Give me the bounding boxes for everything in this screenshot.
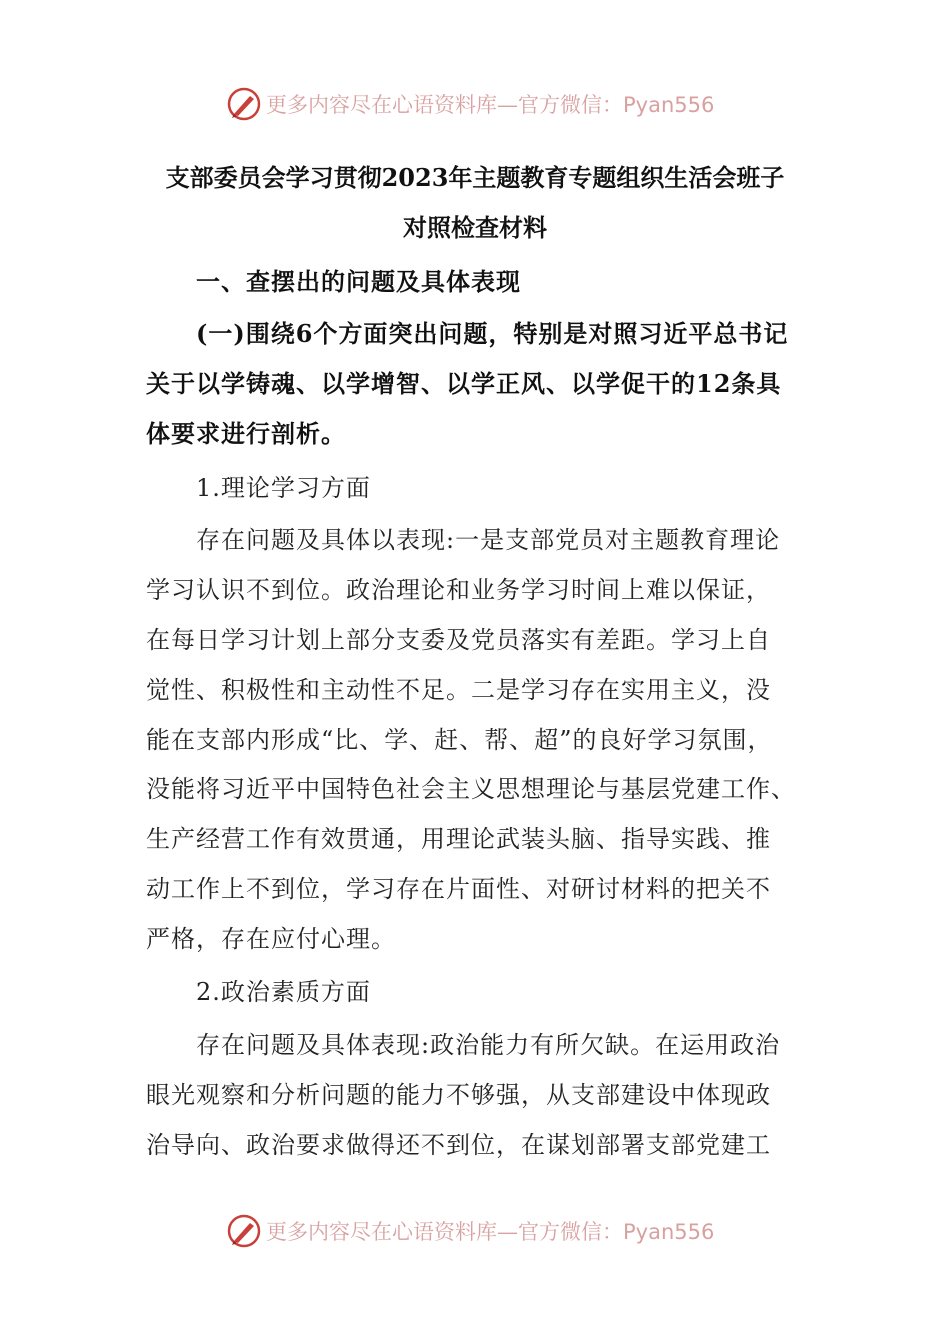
subsection1-line1: (一)围绕6个方面突出问题，特别是对照习近平总书记 bbox=[196, 319, 789, 348]
item2-line2: 眼光观察和分析问题的能力不够强，从支部建设中体现政 bbox=[146, 1081, 771, 1109]
item1-line8: 动工作上不到位，学习存在片面性、对研讨材料的把关不 bbox=[146, 875, 771, 903]
item1-line6: 没能将习近平中国特色社会主义思想理论与基层党建工作、 bbox=[146, 775, 796, 803]
document-title-line2: 对照检查材料 bbox=[403, 213, 547, 242]
item2-line3: 治导向、政治要求做得还不到位，在谋划部署支部党建工 bbox=[146, 1131, 771, 1159]
item1-line1: 存在问题及具体以表现:一是支部党员对主题教育理论 bbox=[196, 526, 781, 554]
watermark-text: 更多内容尽在心语资料库—官方微信：Pyan556 bbox=[266, 93, 715, 117]
subsection1-line2: 关于以学铸魂、以学增智、以学正风、以学促干的12条具 bbox=[146, 369, 782, 398]
item1-line2: 学习认识不到位。政治理论和业务学习时间上难以保证， bbox=[146, 576, 771, 604]
subsection1-line3: 体要求进行剖析。 bbox=[146, 419, 346, 448]
pen-logo-icon bbox=[226, 1213, 262, 1249]
item1-line4: 觉性、积极性和主动性不足。二是学习存在实用主义，没 bbox=[146, 676, 771, 704]
item1-line7: 生产经营工作有效贯通，用理论武装头脑、指导实践、推 bbox=[146, 825, 771, 853]
watermark-banner-top bbox=[226, 84, 766, 124]
item2-line1: 存在问题及具体表现:政治能力有所欠缺。在运用政治 bbox=[196, 1031, 781, 1059]
item1-heading: 1.理论学习方面 bbox=[196, 474, 371, 502]
wechat-id: Pyan556 bbox=[623, 93, 715, 117]
document-title-line1: 支部委员会学习贯彻2023年主题教育专题组织生活会班子 bbox=[165, 163, 785, 192]
item1-line3: 在每日学习计划上部分支委及党员落实有差距。学习上自 bbox=[146, 626, 771, 654]
pen-logo-icon bbox=[226, 86, 262, 122]
item1-line5: 能在支部内形成“比、学、赶、帮、超”的良好学习氛围， bbox=[146, 726, 773, 754]
watermark-text: 更多内容尽在心语资料库—官方微信：Pyan556 bbox=[266, 1220, 715, 1244]
watermark-banner-bottom bbox=[226, 1211, 766, 1251]
section1-heading: 一、查摆出的问题及具体表现 bbox=[196, 267, 521, 296]
wechat-id: Pyan556 bbox=[623, 1220, 715, 1244]
item1-line9: 严格，存在应付心理。 bbox=[146, 925, 396, 953]
item2-heading: 2.政治素质方面 bbox=[196, 978, 371, 1006]
